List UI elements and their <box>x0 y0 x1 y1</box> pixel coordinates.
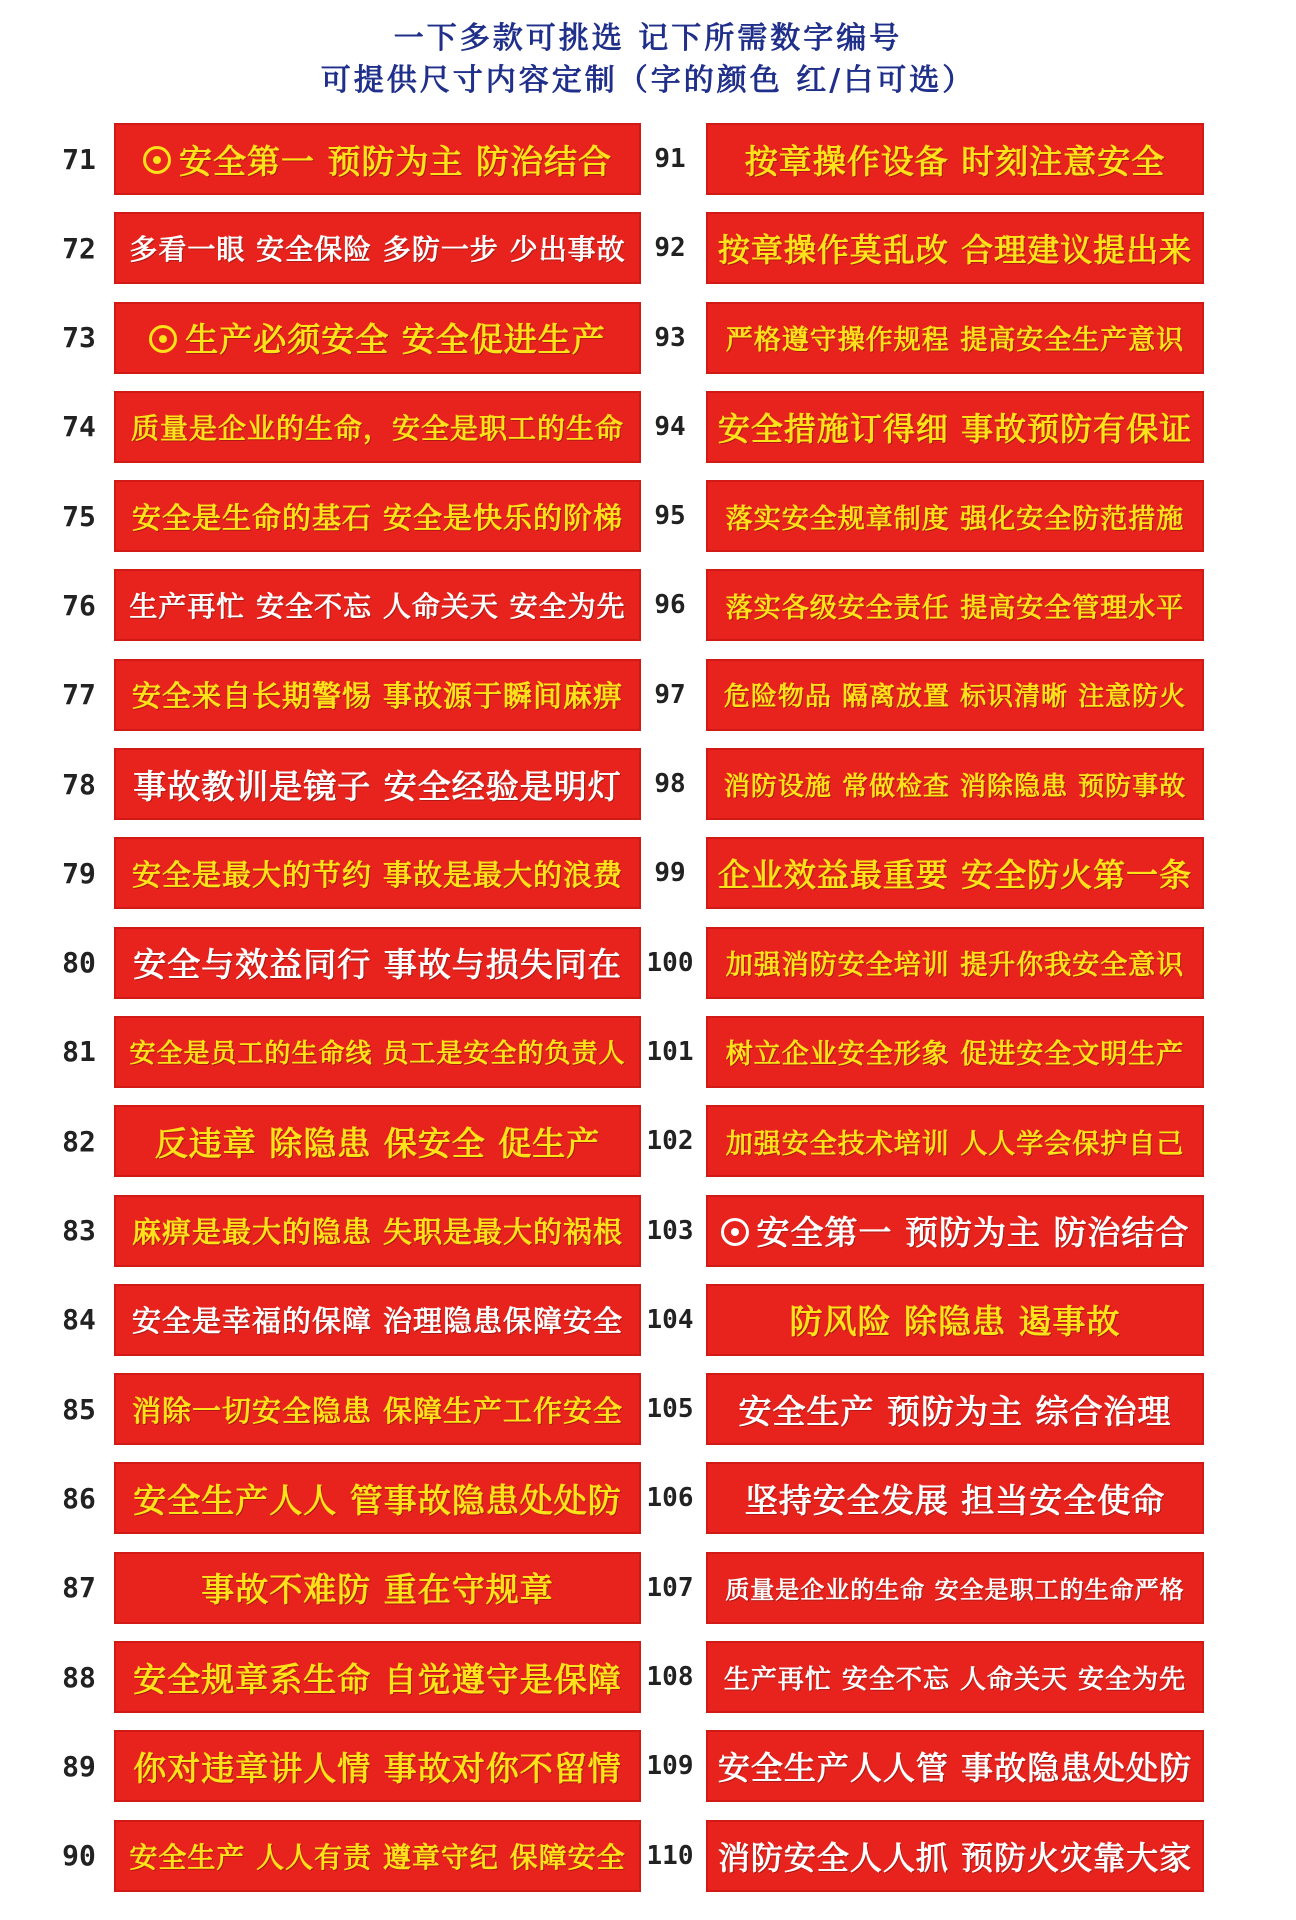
banner-number: 72 <box>62 231 96 265</box>
slogan-banner[interactable] <box>706 927 1204 999</box>
slogan-label: 安全生产人人 管事故隐患处处防 <box>133 1480 622 1520</box>
slogan-label: 加强消防安全培训 提升你我安全意识 <box>725 950 1185 982</box>
banner-number: 99 <box>654 858 686 889</box>
safety-badge-icon <box>149 325 177 353</box>
banner-row[interactable] <box>50 1820 641 1892</box>
slogan-banner[interactable] <box>706 1105 1204 1177</box>
slogan-label: 事故教训是镜子 安全经验是明灯 <box>133 766 622 806</box>
slogan-banner[interactable] <box>114 748 641 820</box>
banner-row[interactable] <box>640 927 1204 999</box>
slogan-text <box>718 225 1192 271</box>
slogan-text <box>132 1210 623 1251</box>
banner-row[interactable] <box>50 1373 641 1445</box>
slogan-text <box>132 674 623 715</box>
banner-row[interactable] <box>640 123 1204 195</box>
slogan-text <box>133 1475 622 1522</box>
banner-number: 89 <box>62 1749 96 1783</box>
banner-number: 96 <box>654 590 686 621</box>
slogan-text <box>132 1299 623 1340</box>
slogan-text <box>724 676 1186 713</box>
slogan-label: 安全规章系生命 自觉遵守是保障 <box>133 1659 622 1699</box>
slogan-text <box>718 1833 1192 1879</box>
banner-row[interactable] <box>640 837 1204 909</box>
slogan-banner[interactable] <box>706 1284 1204 1356</box>
slogan-label: 事故不难防 重在守规章 <box>201 1570 554 1610</box>
slogan-banner[interactable] <box>114 480 641 552</box>
slogan-label: 树立企业安全形象 促进安全文明生产 <box>725 1039 1185 1071</box>
banner-number: 82 <box>62 1124 96 1158</box>
slogan-text <box>739 1386 1172 1433</box>
banner-row[interactable] <box>50 1552 641 1624</box>
slogan-label: 反违章 除隐患 保安全 促生产 <box>154 1123 601 1163</box>
slogan-banner[interactable] <box>706 569 1204 641</box>
slogan-label: 加强安全技术培训 人人学会保护自己 <box>725 1128 1185 1160</box>
banner-row[interactable] <box>50 1462 641 1534</box>
banner-row[interactable] <box>50 659 641 731</box>
slogan-label: 生产必须安全 安全促进生产 <box>185 320 606 360</box>
banner-number: 97 <box>654 679 686 710</box>
slogan-banner[interactable] <box>114 1016 641 1088</box>
banner-number: 85 <box>62 1392 96 1426</box>
banner-row[interactable] <box>640 212 1204 284</box>
slogan-banner[interactable] <box>114 1552 641 1624</box>
slogan-text <box>131 407 624 447</box>
slogan-banner[interactable] <box>114 659 641 731</box>
slogan-text <box>790 1296 1121 1343</box>
slogan-text <box>724 766 1186 803</box>
slogan-label: 安全是员工的生命线 员工是安全的负责人 <box>129 1039 626 1070</box>
banner-row[interactable] <box>50 1195 641 1267</box>
banner-row[interactable] <box>50 123 641 195</box>
slogan-banner[interactable] <box>114 1195 641 1267</box>
slogan-banner[interactable] <box>706 1820 1204 1892</box>
slogan-banner[interactable] <box>114 123 641 195</box>
slogan-label: 按章操作设备 时刻注意安全 <box>744 141 1166 181</box>
slogan-text <box>718 850 1192 896</box>
slogan-banner[interactable] <box>114 1462 641 1534</box>
slogan-text <box>726 1122 1184 1161</box>
slogan-label: 防风险 除隐患 遏事故 <box>789 1302 1121 1342</box>
slogan-banner[interactable] <box>706 302 1204 374</box>
banner-row[interactable] <box>640 1641 1204 1713</box>
slogan-banner[interactable] <box>114 837 641 909</box>
slogan-text <box>155 1118 600 1165</box>
banner-row[interactable] <box>640 1284 1204 1356</box>
slogan-banner[interactable] <box>114 1373 641 1445</box>
banner-number: 91 <box>654 144 686 174</box>
slogan-text <box>132 1389 623 1430</box>
slogan-text <box>726 943 1184 982</box>
slogan-label: 安全生产 人人有责 遵章守纪 保障安全 <box>129 1840 626 1874</box>
slogan-label: 安全生产人人管 事故隐患处处防 <box>717 1749 1193 1788</box>
banner-row[interactable] <box>50 302 641 374</box>
banner-row[interactable] <box>50 1284 641 1356</box>
slogan-banner[interactable] <box>114 1641 641 1713</box>
banner-number: 93 <box>654 322 686 353</box>
slogan-label: 质量是企业的生命 安全是职工的生命严格 <box>725 1576 1185 1605</box>
slogan-text <box>721 1207 1190 1254</box>
banner-number: 100 <box>646 947 694 978</box>
banner-number: 75 <box>62 499 96 533</box>
banner-number: 107 <box>646 1572 694 1603</box>
banner-row[interactable] <box>640 1820 1204 1892</box>
slogan-text <box>129 228 625 268</box>
banner-number: 87 <box>62 1571 96 1605</box>
slogan-text <box>133 939 622 986</box>
slogan-banner[interactable] <box>114 1284 641 1356</box>
banner-row[interactable] <box>50 1105 641 1177</box>
slogan-label: 企业效益最重要 安全防火第一条 <box>717 856 1193 895</box>
slogan-label: 安全生产 预防为主 综合治理 <box>738 1391 1172 1431</box>
banner-number: 94 <box>654 411 686 442</box>
slogan-banner[interactable] <box>706 391 1204 463</box>
slogan-text <box>133 1654 622 1701</box>
banner-number: 102 <box>646 1126 694 1157</box>
slogan-label: 安全是幸福的保障 治理隐患保障安全 <box>131 1304 624 1339</box>
slogan-label: 安全是生命的基石 安全是快乐的阶梯 <box>131 500 624 535</box>
slogan-text <box>149 314 606 361</box>
banner-number: 76 <box>62 588 96 622</box>
banner-row[interactable] <box>640 1462 1204 1534</box>
slogan-banner[interactable] <box>706 212 1204 284</box>
slogan-banner[interactable] <box>706 123 1204 195</box>
header-line-1: 一下多款可挑选 记下所需数字编号 <box>393 21 903 56</box>
banner-number: 86 <box>62 1481 96 1515</box>
slogan-banner[interactable] <box>706 1195 1204 1267</box>
banner-row[interactable] <box>50 1641 641 1713</box>
banner-row[interactable] <box>640 659 1204 731</box>
banner-number: 80 <box>62 946 96 980</box>
slogan-text <box>726 586 1184 625</box>
slogan-banner[interactable] <box>706 1016 1204 1088</box>
banner-number: 79 <box>62 856 96 890</box>
banner-number: 106 <box>646 1483 694 1514</box>
banner-row[interactable] <box>640 1195 1204 1267</box>
slogan-banner[interactable] <box>706 1552 1204 1624</box>
slogan-label: 质量是企业的生命，安全是职工的生命 <box>130 411 624 445</box>
banner-row[interactable] <box>640 480 1204 552</box>
banner-row[interactable] <box>640 1373 1204 1445</box>
banner-row[interactable] <box>50 391 641 463</box>
banner-row[interactable] <box>640 1105 1204 1177</box>
banner-row[interactable] <box>640 748 1204 820</box>
banner-list-left <box>50 123 641 1909</box>
slogan-text <box>726 1032 1184 1071</box>
slogan-text <box>745 136 1166 183</box>
slogan-label: 落实各级安全责任 提高安全管理水平 <box>725 592 1185 624</box>
banner-row[interactable] <box>50 569 641 641</box>
banner-row[interactable] <box>50 1730 641 1802</box>
banner-row[interactable] <box>50 212 641 284</box>
slogan-text <box>133 761 622 808</box>
slogan-text <box>745 1475 1166 1522</box>
banner-number: 103 <box>646 1215 694 1246</box>
banner-number: 71 <box>62 142 96 176</box>
slogan-banner[interactable] <box>114 391 641 463</box>
slogan-text <box>201 1564 554 1611</box>
slogan-banner[interactable] <box>114 927 641 999</box>
banner-number: 83 <box>62 1214 96 1248</box>
banner-number: 88 <box>62 1660 96 1694</box>
banner-row[interactable] <box>50 927 641 999</box>
banner-row[interactable] <box>640 1016 1204 1088</box>
banner-row[interactable] <box>50 837 641 909</box>
banner-list-right <box>640 123 1204 1909</box>
safety-badge-icon <box>721 1218 749 1246</box>
slogan-text <box>726 497 1184 536</box>
slogan-label: 消除一切安全隐患 保障生产工作安全 <box>131 1393 624 1428</box>
slogan-label: 生产再忙 安全不忘 人命关天 安全为先 <box>129 590 626 624</box>
banner-number: 73 <box>62 321 96 355</box>
slogan-text <box>129 585 625 625</box>
slogan-label: 坚持安全发展 担当安全使命 <box>744 1480 1166 1520</box>
slogan-banner[interactable] <box>114 1820 641 1892</box>
slogan-text <box>726 318 1184 357</box>
slogan-label: 危险物品 隔离放置 标识清晰 注意防火 <box>723 682 1187 713</box>
slogan-banner[interactable] <box>706 1641 1204 1713</box>
slogan-banner[interactable] <box>114 302 641 374</box>
banner-row[interactable] <box>640 569 1204 641</box>
banner-row[interactable] <box>640 1730 1204 1802</box>
slogan-label: 安全第一 预防为主 防治结合 <box>179 141 612 181</box>
slogan-banner[interactable] <box>706 1730 1204 1802</box>
slogan-banner[interactable] <box>706 1373 1204 1445</box>
slogan-banner[interactable] <box>706 837 1204 909</box>
banner-row[interactable] <box>640 302 1204 374</box>
banner-row[interactable] <box>50 480 641 552</box>
banner-number: 104 <box>646 1304 694 1335</box>
slogan-label: 生产再忙 安全不忘 人命关天 安全为先 <box>723 1664 1187 1695</box>
slogan-text <box>143 136 612 183</box>
slogan-label: 按章操作莫乱改 合理建议提出来 <box>717 231 1193 270</box>
slogan-banner[interactable] <box>114 569 641 641</box>
banner-number: 81 <box>62 1035 96 1069</box>
slogan-text <box>132 853 623 894</box>
slogan-label: 安全来自长期警惕 事故源于瞬间麻痹 <box>131 679 624 714</box>
banner-number: 78 <box>62 767 96 801</box>
slogan-label: 安全与效益同行 事故与损失同在 <box>133 945 622 985</box>
slogan-banner[interactable] <box>706 480 1204 552</box>
slogan-label: 多看一眼 安全保险 多防一步 少出事故 <box>129 233 626 267</box>
slogan-label: 安全是最大的节约 事故是最大的浪费 <box>131 857 624 892</box>
slogan-banner[interactable] <box>114 1105 641 1177</box>
slogan-text <box>132 496 623 537</box>
page-header <box>0 18 1296 102</box>
banner-row[interactable] <box>640 1552 1204 1624</box>
slogan-label: 严格遵守操作规程 提高安全生产意识 <box>725 325 1185 357</box>
banner-row[interactable] <box>640 391 1204 463</box>
slogan-label: 安全第一 预防为主 防治结合 <box>756 1213 1190 1253</box>
slogan-text <box>718 404 1192 450</box>
banner-number: 101 <box>646 1036 694 1067</box>
banner-number: 108 <box>646 1662 694 1693</box>
banner-number: 74 <box>62 410 96 444</box>
slogan-text <box>718 1743 1192 1789</box>
slogan-banner[interactable] <box>706 1462 1204 1534</box>
banner-number: 105 <box>646 1394 694 1425</box>
slogan-text <box>129 1033 625 1070</box>
slogan-banner[interactable] <box>706 748 1204 820</box>
banner-number: 77 <box>62 678 96 712</box>
slogan-text <box>129 1836 625 1876</box>
banner-number: 90 <box>62 1839 96 1873</box>
slogan-text <box>725 1570 1184 1605</box>
slogan-label: 安全措施订得细 事故预防有保证 <box>717 409 1193 448</box>
slogan-text <box>133 1743 622 1790</box>
slogan-label: 消防安全人人抓 预防火灾靠大家 <box>717 1838 1193 1877</box>
banner-number: 110 <box>646 1840 694 1871</box>
slogan-text <box>724 1659 1186 1696</box>
banner-number: 95 <box>654 501 686 532</box>
slogan-banner[interactable] <box>706 659 1204 731</box>
banner-number: 109 <box>646 1751 694 1782</box>
slogan-banner[interactable] <box>114 1730 641 1802</box>
banner-number: 92 <box>654 233 686 264</box>
slogan-label: 消防设施 常做检查 消除隐患 预防事故 <box>723 771 1187 802</box>
header-line-2: 可提供尺寸内容定制（字的颜色 红/白可选） <box>320 63 976 98</box>
banner-number: 98 <box>654 769 686 800</box>
slogan-label: 你对违章讲人情 事故对你不留情 <box>133 1748 622 1788</box>
banner-row[interactable] <box>50 1016 641 1088</box>
banner-row[interactable] <box>50 748 641 820</box>
slogan-banner[interactable] <box>114 212 641 284</box>
slogan-label: 麻痹是最大的隐患 失职是最大的祸根 <box>131 1215 624 1250</box>
slogan-label: 落实安全规章制度 强化安全防范措施 <box>725 503 1185 535</box>
banner-number: 84 <box>62 1303 96 1337</box>
safety-badge-icon <box>143 146 171 174</box>
